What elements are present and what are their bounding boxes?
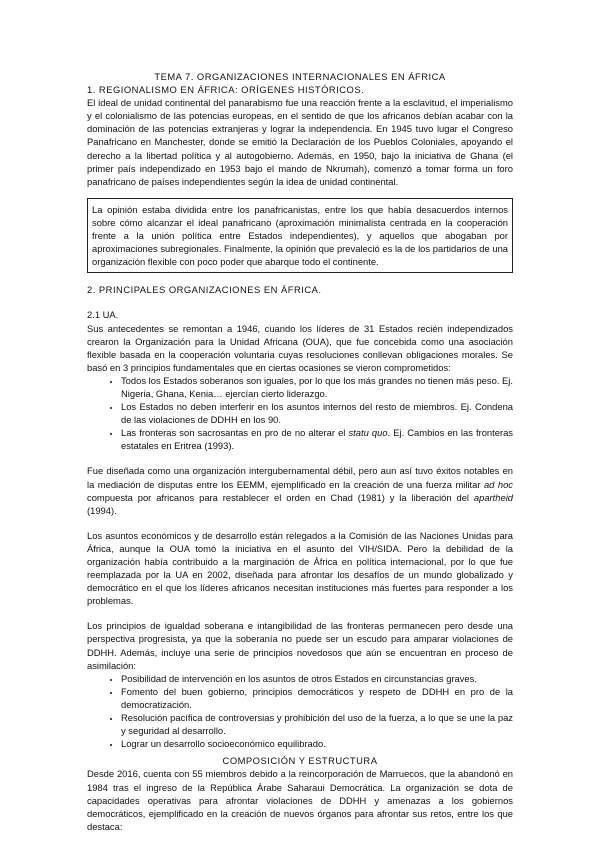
oua-design-paragraph — [87, 464, 513, 516]
highlight-box-text: La opinión estaba dividida entre los panafricanistas, entre los que había desacuerdos internos sobre cómo alcanzar el ideal panafricano (aproximación minimalista centrada en la cooperación frente a la unión política entre Estados independientes), y aquellos que abogaban por aproximaciones subregionales. Finalmente, la opinión que prevaleció es la de los partidarios de una organización flexible con poco poder que abarque todo el continente. — [92, 203, 508, 268]
economic-affairs-paragraph: Los asuntos económicos y de desarrollo están relegados a la Comisión de las Naciones Unidas para África, aunque la OUA tomó la iniciativa en el asunto del VIH/SIDA. Pero la debilidad de la organización había contribuido a la marginación de África en política internacional, por lo que fue reemplazada por la UA en 2002, diseñada para afrontar los desafíos de un mundo globalizado y democrático en el que los líderes africanos necesitan instituciones más fuertes para responder a los problemas. — [87, 529, 513, 607]
list-item: • Todos los Estados soberanos son iguales, por lo que los más grandes no tienen más peso. Ej. Nigeria, Ghana, Kenia… ejercían cierto liderazgo. — [121, 374, 513, 400]
list-item-text: . Ej. Cambios en las fronteras estatales en Eritrea (1993). — [121, 427, 513, 452]
list-item-italic: statu quo — [348, 427, 388, 439]
section-2-heading: 2. PRINCIPALES ORGANIZACIONES EN ÁFRICA. — [87, 284, 322, 296]
list-item: • Resolución pacífica de controversias y prohibición del uso de la fuerza, a lo que se une la paz y seguridad al desarrollo. — [121, 711, 513, 737]
document-title: TEMA 7. ORGANIZACIONES INTERNACIONALES EN ÁFRICA — [154, 71, 446, 82]
section-1-paragraph: El ideal de unidad continental del panarabismo fue una reacción frente a la esclavitud, el imperialismo y el colonialismo de las potencias europeas, en el sentido de que los africanos debían acabar con la dominación de las potencias extranjeras y lograr la independencia. En 1945 tuvo lugar el Congreso Panafricano en Manchester, donde se emitió la Declaración de los Pueblos Coloniales, apoyando el derecho a la libertad política y al autogobierno. Además, en 1950, bajo la iniciativa de Ghana (el primer país independizado en 1953 bajo el mando de Nkrumah), comenzó a tomar forma un foro panafricano de países independientes según la idea de unidad continental. — [87, 97, 513, 187]
paragraph-italic: ad hoc — [483, 478, 513, 490]
list-item — [121, 426, 513, 452]
section-1-heading: 1. REGIONALISMO EN ÁFRICA: ORÍGENES HISTÓRICOS. — [87, 84, 365, 96]
ua-new-principles-list — [87, 672, 513, 751]
paragraph-italic: apartheid — [473, 491, 513, 503]
ua-antecedents-paragraph: Sus antecedentes se remontan a 1946, cuando los líderes de 31 Estados recién independizados crearon la Organización para la Unidad Africana (OUA), que fue concebida como una asociación flexible basada en la cooperación voluntaria cuyas resoluciones conllevan obligaciones morales. Se basó en 3 principios fundamentales que en ciertas ocasiones se vieron comprometidos: — [87, 322, 513, 373]
document-page — [87, 70, 513, 833]
list-item: • Lograr un desarrollo socioeconómico equilibrado. — [121, 737, 513, 750]
section-2-1-heading: 2.1 UA. — [87, 309, 119, 321]
oua-principles-list — [87, 374, 513, 453]
ua-principles-paragraph: Los principios de igualdad soberana e intangibilidad de las fronteras permanecen pero desde una perspectiva progresista, ya que la soberanía no puede ser un escudo para amparar violaciones de DDHH. Además, incluye una serie de principios novedosos que aún se encuentran en proceso de asimilación: — [87, 620, 513, 671]
paragraph-text: compuesta por africanos para restablecer el orden en Chad (1981) y la liberación del — [87, 491, 474, 503]
paragraph-text: (1994). — [87, 504, 117, 516]
list-item: • Los Estados no deben interferir en los asuntos internos del resto de miembros. Ej. Condena de las violaciones de DDHH en los 90. — [121, 400, 513, 426]
composition-heading: COMPOSICIÓN Y ESTRUCTURA — [222, 755, 378, 767]
composition-paragraph: Desde 2016, cuenta con 55 miembros debido a la reincorporación de Marruecos, que la abandonó en 1984 tras el ingreso de la República Árabe Saharaui Democrática. La organización se dota de capacidades operativas para afrontar violaciones de DDHH y amenazas a los gobiernos democráticos, ejemplificado en la creación de nuevos órganos para afrontar sus retos, entre los que destaca: — [87, 768, 513, 832]
list-item-text: Las fronteras son sacrosantas en pro de no alterar el — [121, 427, 349, 439]
highlight-box — [87, 198, 513, 273]
list-item: • Fomento del buen gobierno, principios democráticos y respeto de DDHH en pro de la democratización. — [121, 685, 513, 711]
list-item: • Posibilidad de intervención en los asuntos de otros Estados en circunstancias graves. — [121, 672, 513, 685]
paragraph-text: Fue diseñada como una organización intergubernamental débil, pero aun así tuvo éxitos notables en la mediación de disputas entre los EEMM, ejemplificado en la creación de una fuerza militar — [87, 465, 513, 490]
